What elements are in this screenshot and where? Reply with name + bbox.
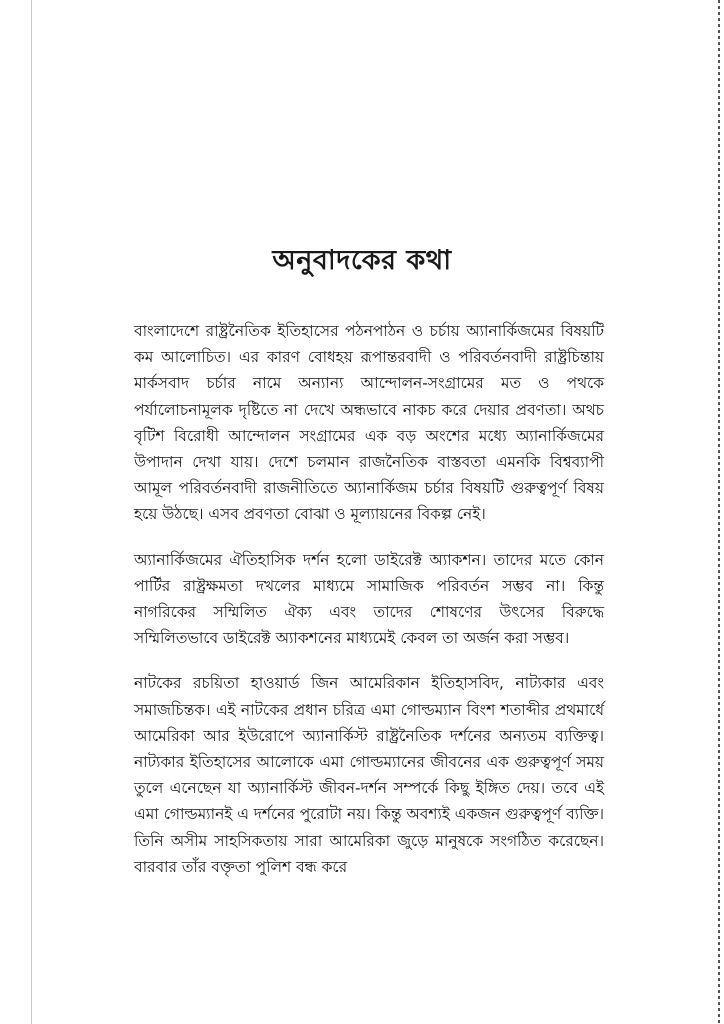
paragraph-1: বাংলাদেশে রাষ্ট্রনৈতিক ইতিহাসের পঠনপাঠন ও চর্চায় অ্যানার্কিজমের বিষয়টি কম আলোচিত। এর কারণ বোধহয় রূপান্তরবাদী ও পরিবর্তনবাদী রাষ্ট্রচিন্তায় মার্কসবাদ চর্চার নামে অন্যান্য আন্দোলন-সংগ্রামের মত ও পথকে পর্যালোচনামূলক দৃষ্টিতে না দেখে অন্ধভাবে নাকচ করে দেয়ার প্রবণতা। অথচ বৃটিশ বিরোধী আন্দোলন সংগ্রামের এক বড় অংশের মধ্যে অ্যানার্কিজমের উপাদান দেখা যায়। দেশে চলমান রাজনৈতিক বাস্তবতা এমনকি বিশ্বব্যাপী আমূল পরিবর্তনবাদী রাজনীতিতে অ্যানার্কিজম চর্চার বিষয়টি গুরুত্বপূর্ণ বিষয় হয়ে উঠছে। এসব প্রবণতা বোঝা ও মূল্যায়নের বিকল্প নেই। (134, 322, 604, 524)
paragraph-2: অ্যানার্কিজমের ঐতিহাসিক দর্শন হলো ডাইরেক্ট অ্যাকশন। তাদের মতে কোন পার্টির রাষ্ট্রক্ষমতা দখলের মাধ্যমে সামাজিক পরিবর্তন সম্ভব না। কিন্তু নাগরিকের সম্মিলিত ঐক্য এবং তাদের শোষণের উৎসের বিরুদ্ধে সম্মিলিতভাবে ডাইরেক্ট অ্যাকশনের মাধ্যমেই কেবল তা অর্জন করা সম্ভব। (134, 550, 604, 648)
page-edge-right (718, 0, 720, 1024)
page-title: অনুবাদকের কথা (272, 245, 452, 276)
paragraph-3: নাটকের রচয়িতা হাওয়ার্ড জিন আমেরিকান ইতিহাসবিদ, নাট্যকার এবং সমাজচিন্তক। এই নাটকের প্রধান চরিত্র এমা গোল্ডম্যান বিংশ শতাব্দীর প্রথমার্ধে আমেরিকা আর ইউরোপে অ্যানার্কিস্ট রাষ্ট্রনৈতিক দর্শনের অন্যতম ব্যক্তিত্ব। নাট্যকার ইতিহাসের আলোকে এমা গোল্ডম্যানের জীবনের এক গুরুত্বপূর্ণ সময় তুলে এনেছেন যা অ্যানার্কিস্ট জীবন-দর্শন সম্পর্কে কিছু ইঙ্গিত দেয়। তবে এই এমা গোল্ডম্যানই এ দর্শনের পুরোটা নয়। কিন্তু অবশ্যই একজন গুরুত্বপূর্ণ ব্যক্তি। তিনি অসীম সাহসিকতায় সারা আমেরিকা জুড়ে মানুষকে সংগঠিত করেছেন। বারবার তাঁর বক্তৃতা পুলিশ বন্ধ করে (134, 674, 604, 876)
body-text (134, 318, 604, 899)
page-edge-left (31, 0, 32, 1024)
